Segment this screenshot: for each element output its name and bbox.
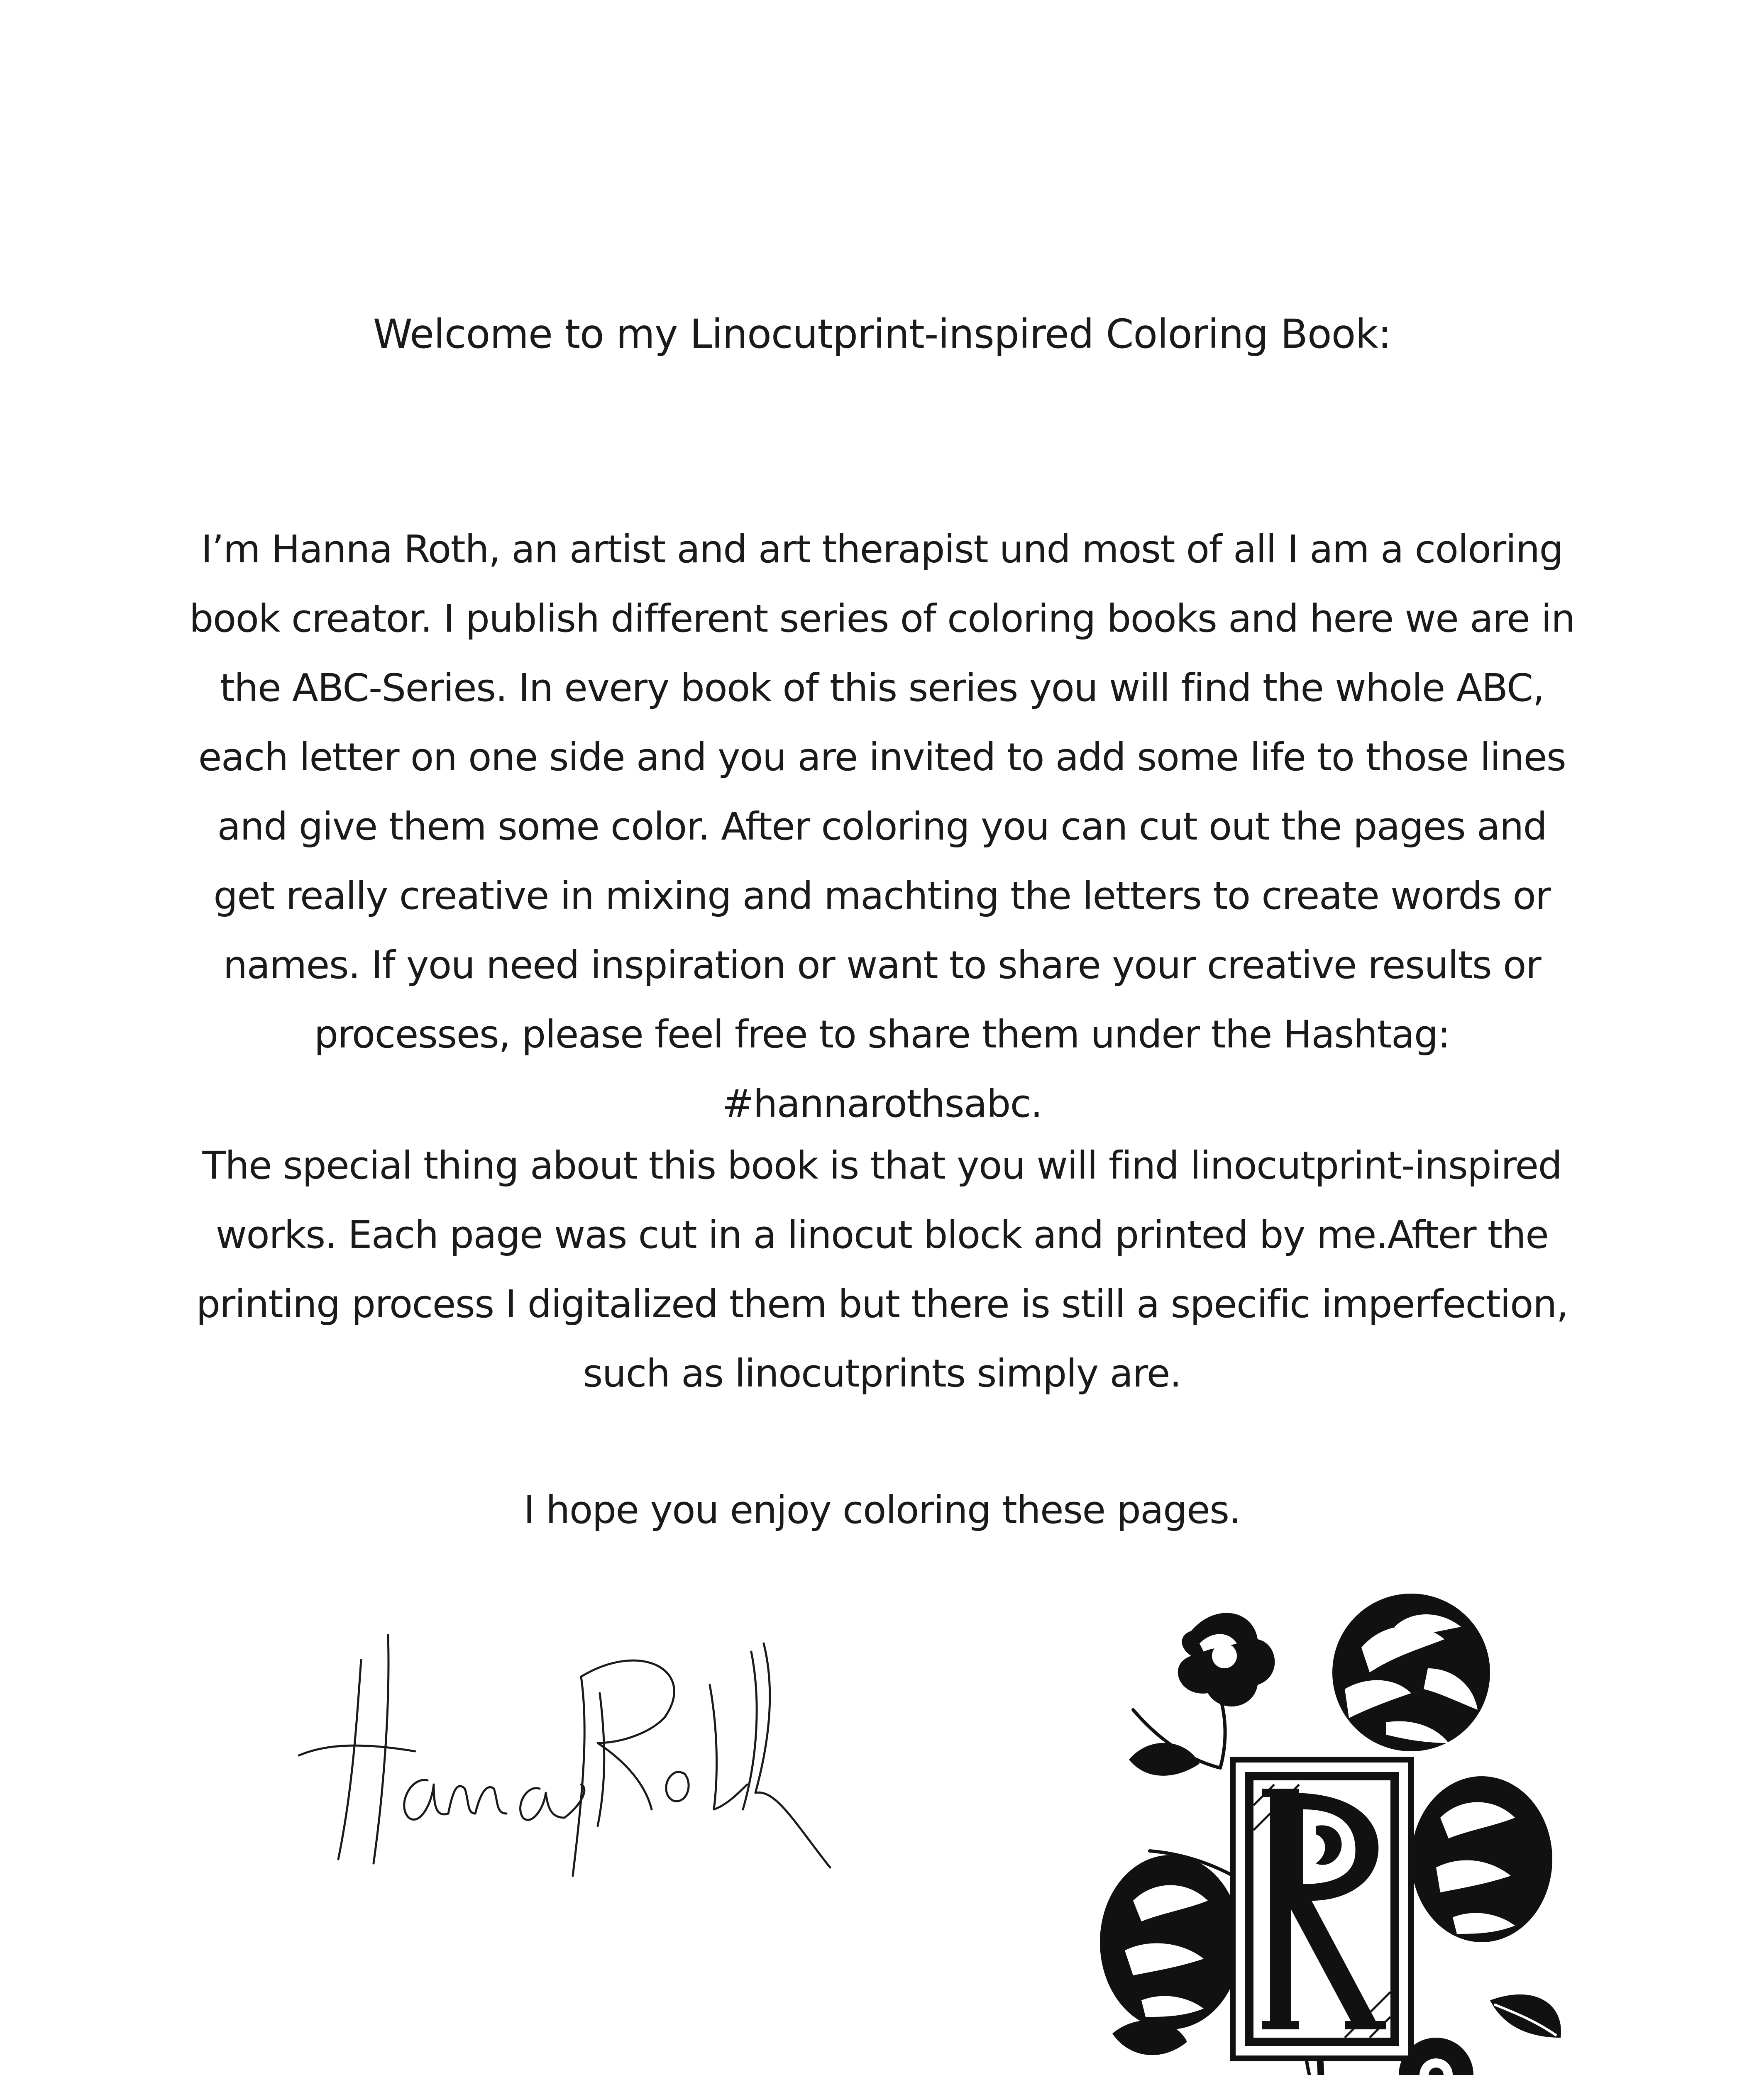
closing-line: I hope you enjoy coloring these pages. [523,1488,1241,1532]
page-title: Welcome to my Linocutprint-inspired Coloring Book: [373,311,1391,357]
special-thing-paragraph: The special thing about this book is that you will find linocutprint-inspired works. Each page was cut in a linocut block and printed by me.After the printing process I digitalized them but there is still a specific imperfection, such as linocutprints simply are. [196,1143,1568,1396]
signature-image [291,1610,892,1934]
intro-paragraph: I’m Hanna Roth, an artist and art therapist und most of all I am a coloring book creator. I publish different series of coloring books and here we are in the ABC-Series. In every book of this series you will find the whole ABC, each letter on one side and you are invited to add some life to those lines and give them some color. After coloring you can cut out the pages and get really creative in mixing and machting the letters to create words or names. If you need inspiration or want to share your creative results or processes, please feel free to share them under the Hashtag: #hannarothsabc. [189,527,1575,1126]
floral-letter-ornament [1096,1585,1573,2075]
